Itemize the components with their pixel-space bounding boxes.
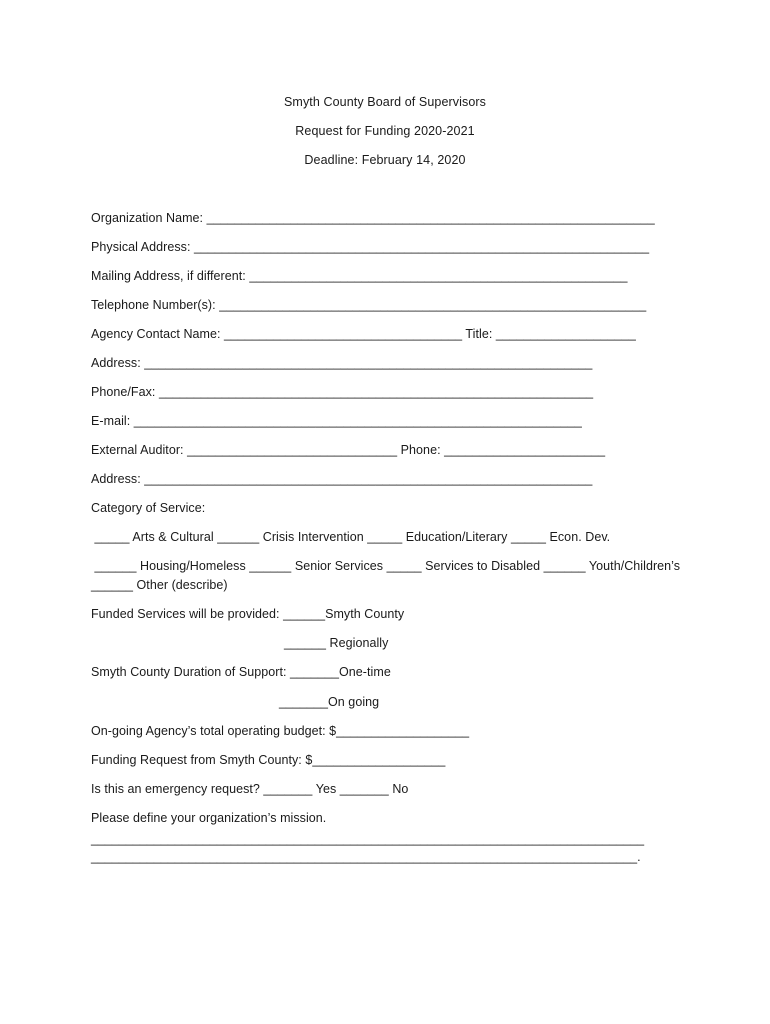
mission-line-2[interactable]: ______________________________________________________________________________. <box>91 850 641 864</box>
funded-services-regional-field[interactable]: ______ Regionally <box>284 636 389 650</box>
physical-address-field[interactable]: Physical Address: _________________________________________________________________ <box>91 240 650 254</box>
board-title: Smyth County Board of Supervisors <box>284 95 486 109</box>
category-options-row-1[interactable]: _____ Arts & Cultural ______ Crisis Intervention _____ Education/Literary _____ Econ. Dev. <box>91 530 611 544</box>
category-label: Category of Service: <box>91 501 206 515</box>
category-other-field[interactable]: ______ Other (describe) <box>91 578 228 592</box>
duration-onetime-field[interactable]: Smyth County Duration of Support: _______One-time <box>91 665 391 679</box>
deadline-text: Deadline: February 14, 2020 <box>304 153 466 167</box>
request-title: Request for Funding 2020-2021 <box>295 124 475 138</box>
phone-fax-field[interactable]: Phone/Fax: ______________________________________________________________ <box>91 385 594 399</box>
telephone-field[interactable]: Telephone Number(s): _____________________________________________________________ <box>91 298 647 312</box>
external-auditor-field[interactable]: External Auditor: ______________________________ Phone: _______________________ <box>91 443 606 457</box>
email-field[interactable]: E-mail: ________________________________________________________________ <box>91 414 582 428</box>
funding-request-field[interactable]: Funding Request from Smyth County: $___________________ <box>91 753 446 767</box>
auditor-address-field[interactable]: Address: ________________________________________________________________ <box>91 472 593 486</box>
mailing-address-field[interactable]: Mailing Address, if different: ______________________________________________________ <box>91 269 628 283</box>
mission-label: Please define your organization’s mission. <box>91 811 327 825</box>
category-options-row-2[interactable]: ______ Housing/Homeless ______ Senior Services _____ Services to Disabled ______ Youth/Children’s <box>91 559 681 573</box>
funded-services-county-field[interactable]: Funded Services will be provided: ______Smyth County <box>91 607 405 621</box>
duration-ongoing-field[interactable]: _______On going <box>279 695 380 709</box>
organization-name-field[interactable]: Organization Name: ________________________________________________________________ <box>91 211 655 225</box>
emergency-request-field[interactable]: Is this an emergency request? _______ Yes _______ No <box>91 782 409 796</box>
operating-budget-field[interactable]: On-going Agency’s total operating budget: $___________________ <box>91 724 470 738</box>
contact-address-field[interactable]: Address: ________________________________________________________________ <box>91 356 593 370</box>
agency-contact-field[interactable]: Agency Contact Name: __________________________________ Title: ____________________ <box>91 327 636 341</box>
mission-line-1[interactable]: _______________________________________________________________________________ <box>91 832 645 846</box>
